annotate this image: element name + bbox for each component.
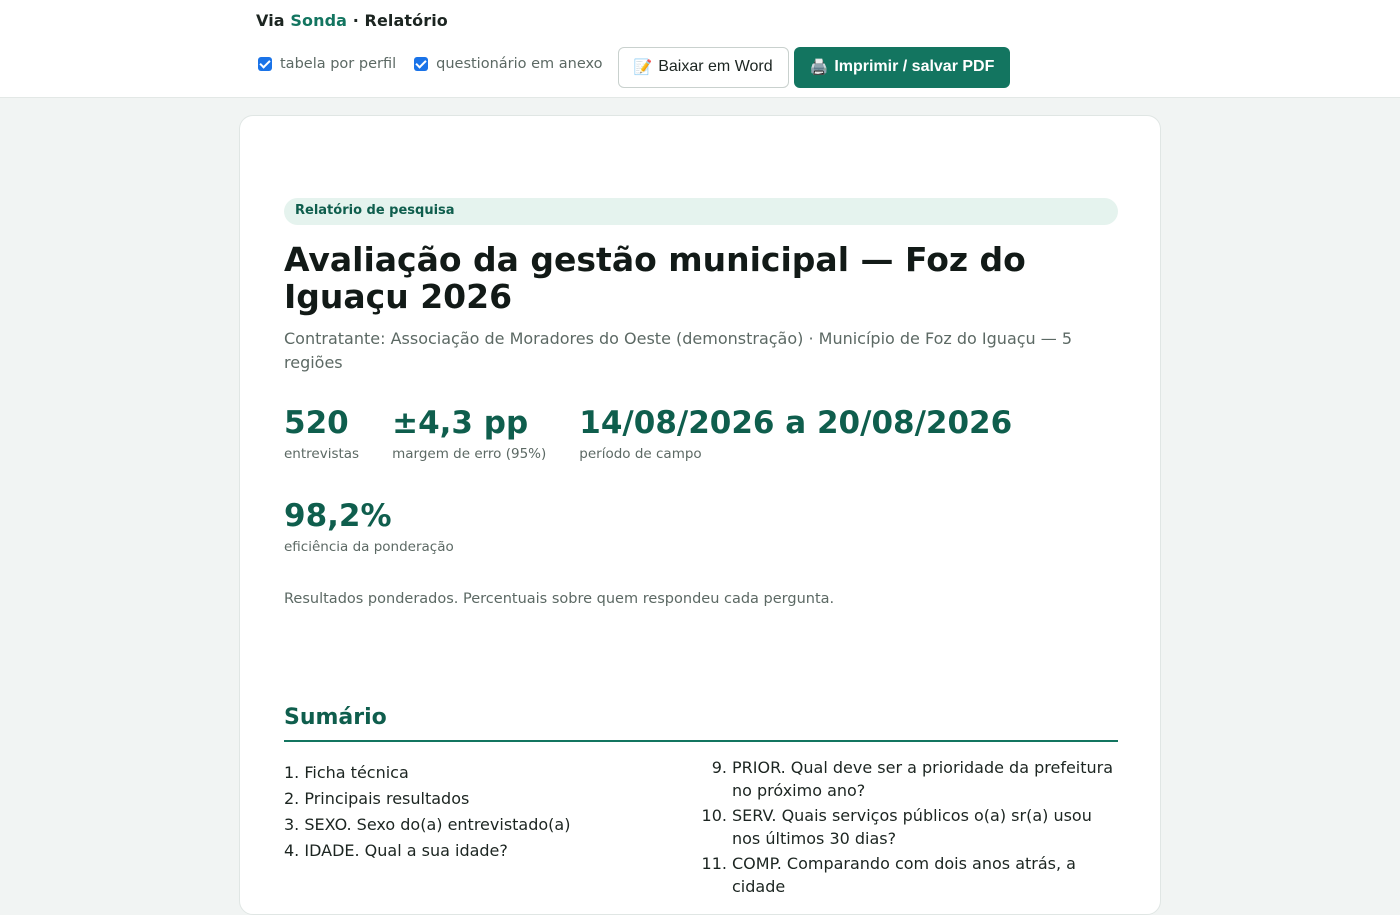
kpi-value: ±4,3 pp xyxy=(392,405,529,441)
toc-column-right xyxy=(696,756,1118,900)
toc-item[interactable] xyxy=(284,812,696,838)
toc-item[interactable] xyxy=(284,786,696,812)
report-card xyxy=(239,115,1161,915)
toc-item[interactable] xyxy=(696,804,1118,850)
toc-item[interactable] xyxy=(696,852,1118,898)
toc-item-number: 1. xyxy=(284,763,300,782)
table-of-contents xyxy=(284,760,1118,900)
weighting-note: Resultados ponderados. Percentuais sobre quem respondeu cada pergunta. xyxy=(284,591,835,607)
toc-item-text: SEXO. Sexo do(a) entrevistado(a) xyxy=(304,815,571,834)
toc-item-text: Principais resultados xyxy=(304,789,470,808)
toc-item-text: COMP. Comparando com dois anos atrás, a cidade xyxy=(732,854,1076,896)
kpi-row xyxy=(284,405,1118,462)
checkbox-label: questionário em anexo xyxy=(436,56,603,72)
download-word-button[interactable] xyxy=(618,47,789,88)
toc-item-number: 10. xyxy=(701,806,727,825)
kpi-value: 520 xyxy=(284,405,349,441)
download-word-label: Baixar em Word xyxy=(658,58,773,75)
report-type-badge: Relatório de pesquisa xyxy=(284,198,1118,225)
kpi-margem-de-erro xyxy=(392,405,546,462)
memo-icon: 📝 xyxy=(633,59,653,76)
brand-suffix: · Relatório xyxy=(352,11,448,30)
report-toolbar xyxy=(258,46,1010,88)
report-subtitle: Contratante: Associação de Moradores do Oeste (demonstração) · Município de Foz do Iguaçu — 5 regiões xyxy=(284,329,1073,372)
toc-item-number: 4. xyxy=(284,841,300,860)
toc-column-left xyxy=(284,760,696,900)
brand-title xyxy=(256,11,448,30)
toc-item-number: 9. xyxy=(711,758,727,777)
checkbox-checked-icon[interactable] xyxy=(258,57,272,71)
kpi-entrevistas xyxy=(284,405,359,462)
kpi-row-secondary xyxy=(284,498,1118,555)
kpi-label: margem de erro (95%) xyxy=(392,446,547,462)
toc-item-text: IDADE. Qual a sua idade? xyxy=(304,841,508,860)
kpi-eficiencia-ponderacao xyxy=(284,498,454,555)
toc-item[interactable] xyxy=(696,756,1118,802)
top-bar xyxy=(0,0,1400,98)
report-title: Avaliação da gestão municipal — Foz do Iguaçu 2026 xyxy=(284,240,1026,316)
kpi-label: período de campo xyxy=(579,446,702,462)
kpi-label: eficiência da ponderação xyxy=(284,539,454,555)
toc-heading: Sumário xyxy=(284,705,1118,742)
checkbox-label: tabela por perfil xyxy=(280,56,397,72)
toc-item-number: 2. xyxy=(284,789,300,808)
print-pdf-button[interactable] xyxy=(794,47,1011,88)
checkbox-questionario-em-anexo[interactable] xyxy=(414,56,602,72)
kpi-label: entrevistas xyxy=(284,446,360,462)
checkbox-tabela-por-perfil[interactable] xyxy=(258,56,396,72)
toc-item-text: PRIOR. Qual deve ser a prioridade da prefeitura no próximo ano? xyxy=(732,758,1114,800)
toc-item-text: Ficha técnica xyxy=(304,763,409,782)
printer-icon: 🖨️ xyxy=(809,59,829,76)
toc-item-text: SERV. Quais serviços públicos o(a) sr(a) usou nos últimos 30 dias? xyxy=(732,806,1092,848)
toc-item-number: 11. xyxy=(701,854,727,873)
toc-item-number: 3. xyxy=(284,815,300,834)
checkbox-checked-icon[interactable] xyxy=(414,57,428,71)
kpi-periodo-de-campo xyxy=(579,405,1012,462)
toc-item[interactable] xyxy=(284,760,696,786)
brand-accent: Sonda xyxy=(290,11,348,30)
brand-prefix: Via xyxy=(256,11,285,30)
print-pdf-label: Imprimir / salvar PDF xyxy=(834,58,995,75)
kpi-value: 98,2% xyxy=(284,498,392,534)
kpi-value: 14/08/2026 a 20/08/2026 xyxy=(579,405,1013,441)
report-content xyxy=(284,198,1118,900)
toc-item[interactable] xyxy=(284,838,696,864)
